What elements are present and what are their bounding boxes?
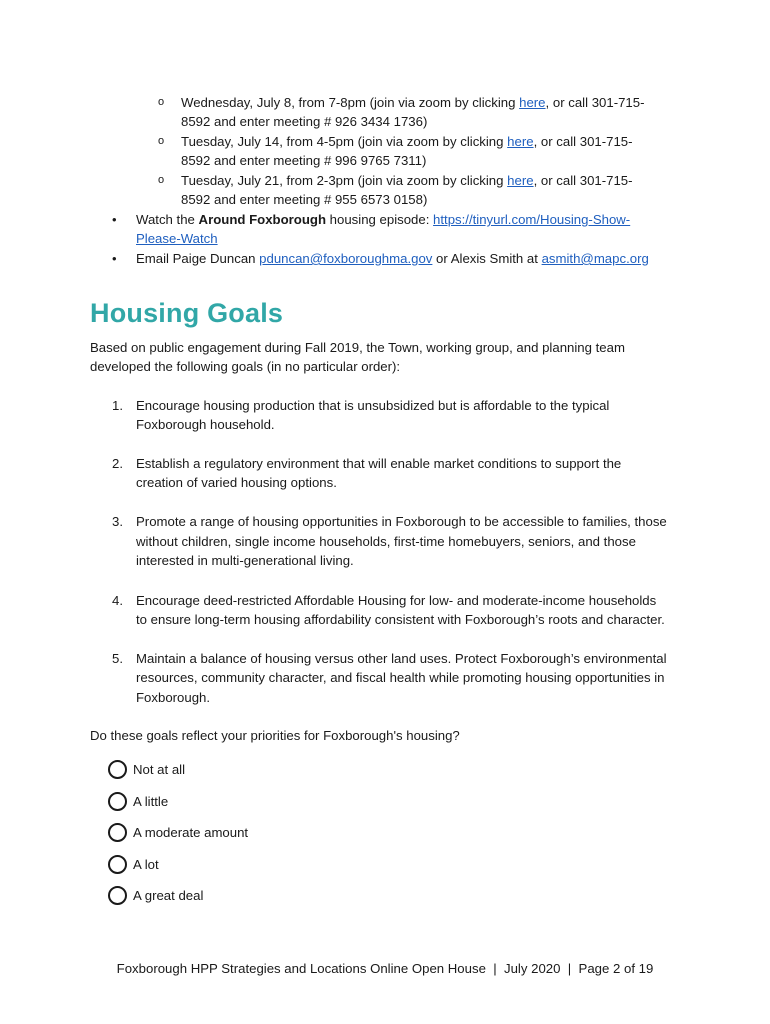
goal-number: 3.: [112, 514, 123, 529]
goal-3-line-1: Promote a range of housing opportunities in Foxborough to be accessible to families, those: [136, 514, 667, 529]
meeting-1-line-1: Wednesday, July 8, from 7-8pm (join via zoom by clicking here, or call 301-715-: [181, 95, 645, 110]
goal-5-line-3: Foxborough.: [136, 690, 211, 705]
option-label: A moderate amount: [133, 824, 249, 840]
goal-4-line-2: to ensure long-term housing affordability consistent with Foxborough’s roots and character.: [136, 612, 665, 627]
goal-3-line-2: without children, single income households, first-time homebuyers, seniors, and those: [136, 534, 636, 549]
option-label: Not at all: [133, 761, 186, 777]
sub-bullet-marker: o: [158, 135, 165, 147]
goal-2-line-2: creation of varied housing options.: [136, 475, 337, 490]
sub-bullet-marker: o: [158, 96, 165, 108]
radio-button-icon[interactable]: [108, 886, 127, 905]
meeting-3-line-1: Tuesday, July 21, from 2-3pm (join via zoom by clicking here, or call 301-715-: [181, 173, 633, 188]
watch-line-1: Watch the Around Foxborough housing episode: https://tinyurl.com/Housing-Show-: [136, 212, 631, 227]
goal-1-line-1: Encourage housing production that is unsubsidized but is affordable to the typical: [136, 398, 610, 413]
bullet-marker: •: [112, 212, 117, 227]
option-label: A lot: [133, 856, 159, 872]
radio-button-icon[interactable]: [108, 760, 127, 779]
option-not-at-all[interactable]: [108, 757, 185, 781]
option-a-great-deal[interactable]: [108, 883, 203, 907]
housing-show-link[interactable]: https://tinyurl.com/Housing-Show-: [433, 212, 631, 227]
pduncan-email-link[interactable]: pduncan@foxboroughma.gov: [259, 251, 433, 266]
asmith-email-link[interactable]: asmith@mapc.org: [541, 251, 649, 266]
email-line: Email Paige Duncan pduncan@foxboroughma.gov or Alexis Smith at asmith@mapc.org: [136, 251, 649, 266]
meeting-2-line-2: 8592 and enter meeting # 996 9765 7311): [181, 153, 427, 168]
watch-line-2: [136, 229, 218, 249]
survey-question: Do these goals reflect your priorities for Foxborough's housing?: [90, 728, 460, 743]
option-a-little[interactable]: [108, 789, 168, 813]
option-label: A great deal: [133, 887, 204, 903]
meeting-1-line-2: 8592 and enter meeting # 926 3434 1736): [181, 114, 428, 129]
section-heading: Housing Goals: [90, 298, 284, 328]
radio-button-icon[interactable]: [108, 792, 127, 811]
sub-bullet-marker: o: [158, 174, 165, 186]
option-a-lot[interactable]: [108, 852, 159, 876]
meeting-1-zoom-link[interactable]: here: [519, 95, 546, 110]
goal-number: 1.: [112, 398, 123, 413]
radio-button-icon[interactable]: [108, 823, 127, 842]
meeting-2-zoom-link[interactable]: here: [507, 134, 534, 149]
intro-line-2: developed the following goals (in no particular order):: [90, 359, 401, 374]
goal-1-line-2: Foxborough household.: [136, 417, 275, 432]
option-label: A little: [133, 793, 169, 809]
intro-line-1: Based on public engagement during Fall 2019, the Town, working group, and planning team: [90, 340, 625, 355]
bullet-marker: •: [112, 251, 117, 266]
housing-show-link-cont[interactable]: Please-Watch: [136, 231, 218, 246]
goal-5-line-2: resources, community character, and fiscal health while promoting housing opportunities in: [136, 670, 665, 685]
meeting-3-line-2: 8592 and enter meeting # 955 6573 0158): [181, 192, 428, 207]
goal-number: 5.: [112, 651, 123, 666]
goal-number: 4.: [112, 593, 123, 608]
goal-4-line-1: Encourage deed-restricted Affordable Housing for low- and moderate-income households: [136, 593, 657, 608]
radio-button-icon[interactable]: [108, 855, 127, 874]
page-footer: Foxborough HPP Strategies and Locations Online Open House | July 2020 | Page 2 of 19: [116, 961, 654, 976]
goal-5-line-1: Maintain a balance of housing versus other land uses. Protect Foxborough’s environmental: [136, 651, 667, 666]
goal-2-line-1: Establish a regulatory environment that will enable market conditions to support the: [136, 456, 622, 471]
goal-number: 2.: [112, 456, 123, 471]
meeting-3-zoom-link[interactable]: here: [507, 173, 534, 188]
goal-3-line-3: interested in multi-generational living.: [136, 553, 354, 568]
option-a-moderate-amount[interactable]: [108, 820, 248, 844]
meeting-2-line-1: Tuesday, July 14, from 4-5pm (join via zoom by clicking here, or call 301-715-: [181, 134, 633, 149]
